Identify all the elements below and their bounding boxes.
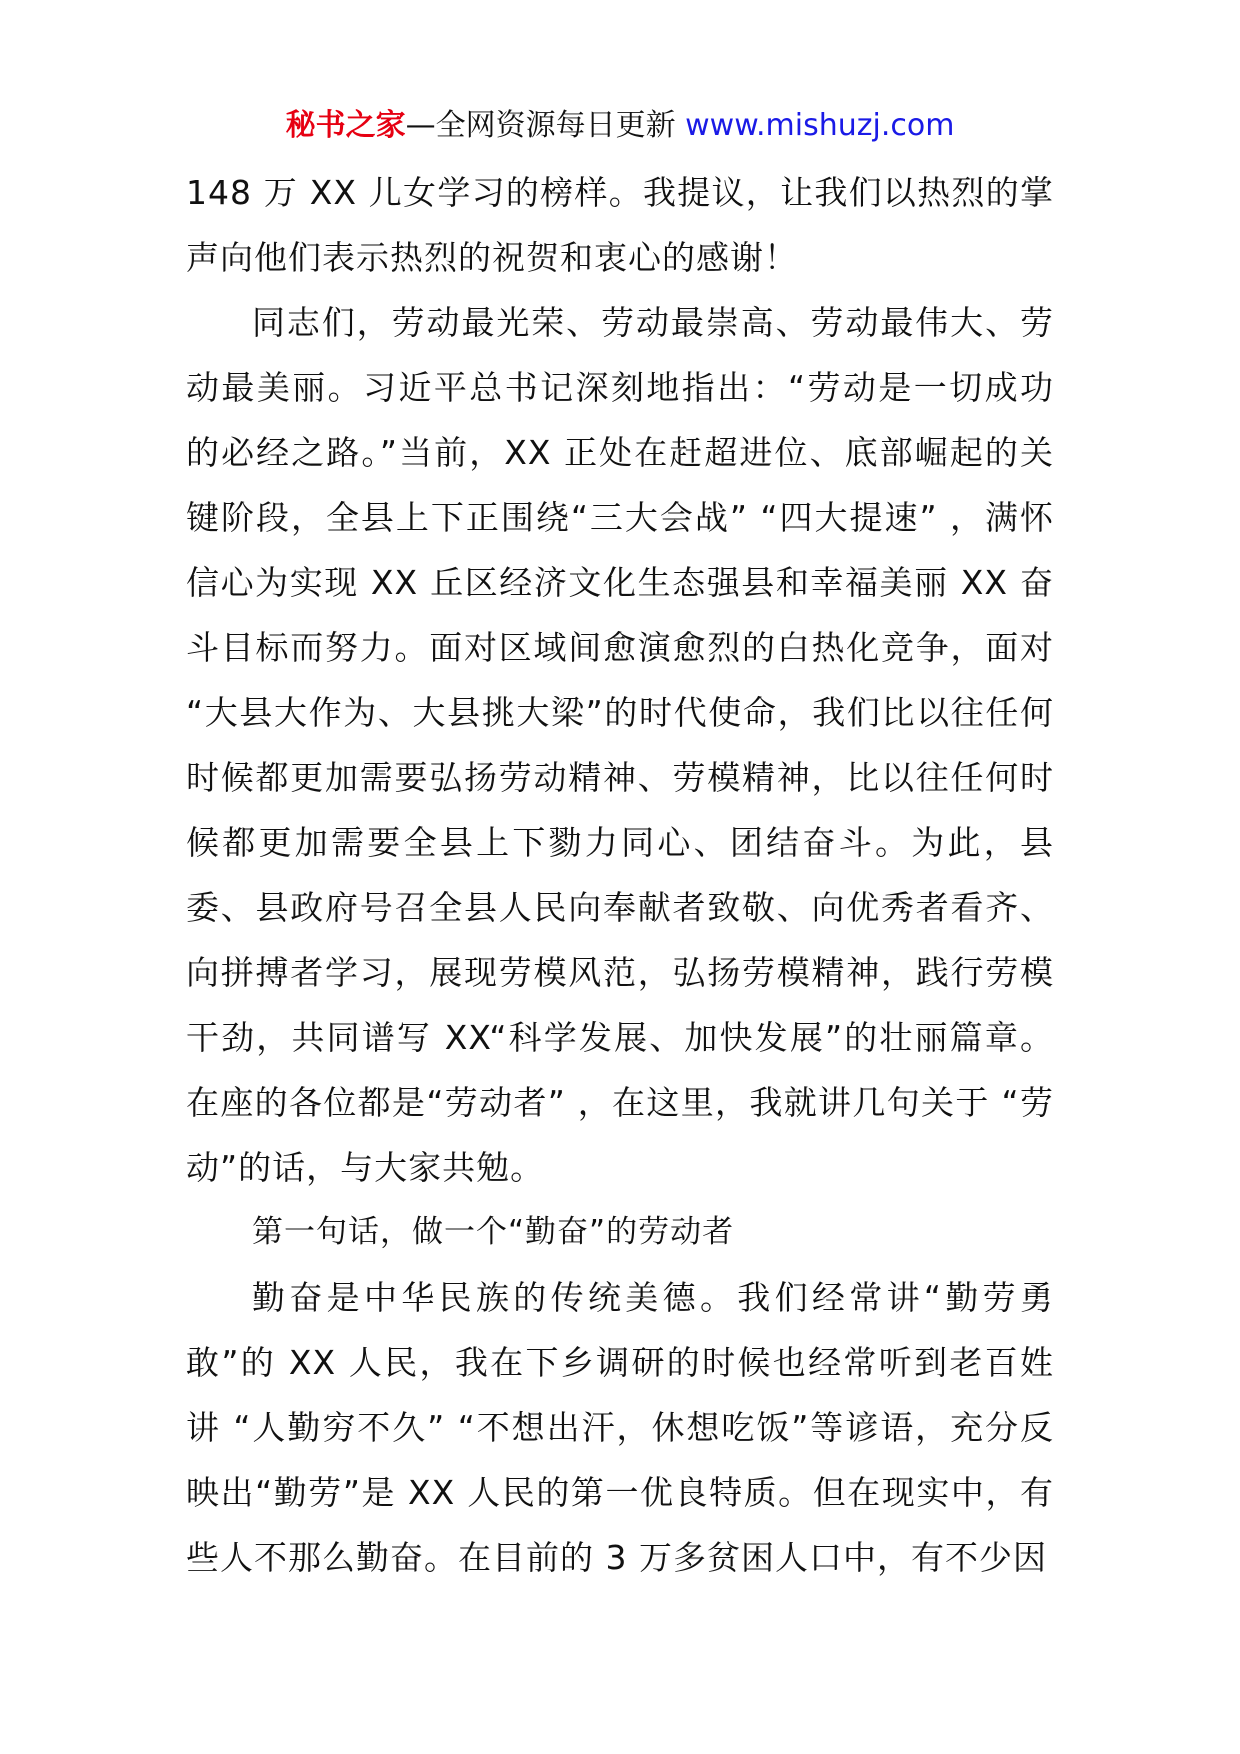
document-body (186, 160, 1054, 1590)
site-header (0, 98, 1240, 154)
paragraph-continuation: 148 万 XX 儿女学习的榜样。我提议，让我们以热烈的掌声向他们表示热烈的祝贺和衷心的感谢！ (186, 173, 1054, 277)
site-url-link[interactable]: www.mishuzj.com (685, 108, 955, 143)
paragraph-diligence: 勤奋是中华民族的传统美德。我们经常讲“勤劳勇敢”的 XX 人民，我在下乡调研的时候也经常听到老百姓讲 “人勤穷不久” “不想出汗，休想吃饭”等谚语，充分反映出“勤劳”是 XX 人民的第一优良特质。但在现实中，有些人不那么勤奋。在目前的 3 万多贫困人口中，有不少因 (186, 1278, 1054, 1577)
header-tagline: —全网资源每日更新 (405, 108, 686, 143)
section-heading-first: 第一句话，做一个“勤奋”的劳动者 (252, 1214, 735, 1250)
brand-name: 秘书之家 (285, 108, 406, 143)
paragraph-comrades: 同志们，劳动最光荣、劳动最崇高、劳动最伟大、劳动最美丽。习近平总书记深刻地指出：“劳动是一切成功的必经之路。”当前，XX 正处在赶超进位、底部崛起的关键阶段，全县上下正围绕“三大会战” “四大提速” ，满怀信心为实现 XX 丘区经济文化生态强县和幸福美丽 XX 奋斗目标而努力。面对区域间愈演愈烈的白热化竞争，面对 “大县大作为、大县挑大梁”的时代使命，我们比以往任何时候都更加需要弘扬劳动精神、劳模精神，比以往任何时候都更加需要全县上下勠力同心、团结奋斗。为此，县委、县政府号召全县人民向奉献者致敬、向优秀者看齐、向拼搏者学习，展现劳模风范，弘扬劳模精神，践行劳模干劲，共同谱写 XX“科学发展、加快发展”的壮丽篇章。在座的各位都是“劳动者” ，在这里，我就讲几句关于 “劳动”的话，与大家共勉。 (186, 303, 1054, 1187)
